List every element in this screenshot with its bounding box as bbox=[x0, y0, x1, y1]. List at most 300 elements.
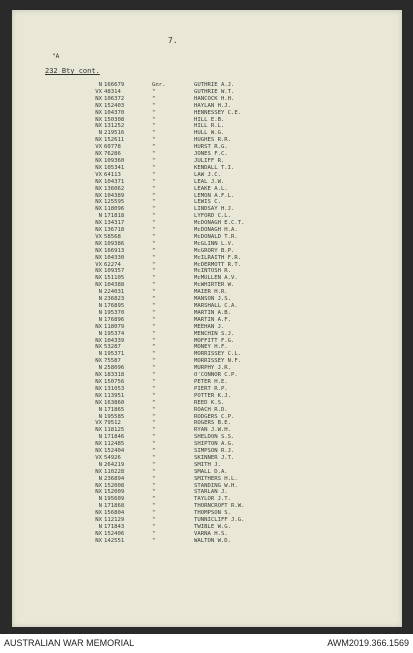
list-item bbox=[12, 282, 402, 289]
service-number: 105341 bbox=[104, 164, 125, 171]
service-prefix: NX bbox=[95, 151, 102, 158]
service-prefix: NX bbox=[95, 441, 102, 448]
soldier-name: JONES F.C. bbox=[194, 151, 228, 158]
rank: " bbox=[152, 261, 156, 268]
rank: " bbox=[152, 303, 156, 309]
rank: " bbox=[152, 171, 156, 178]
list-item bbox=[12, 344, 402, 351]
service-number: 142551 bbox=[104, 537, 125, 544]
rank: " bbox=[152, 517, 156, 524]
list-item bbox=[12, 483, 402, 490]
service-number: 118125 bbox=[104, 427, 125, 434]
rank: " bbox=[152, 454, 156, 461]
soldier-name: GUTHRIE W.T. bbox=[194, 88, 235, 95]
soldier-name: McDERMOTT R.T. bbox=[194, 261, 242, 268]
service-prefix: NX bbox=[95, 468, 102, 475]
soldier-name: McWHIRTER W. bbox=[194, 282, 235, 289]
soldier-name: HULL W.G. bbox=[194, 130, 225, 137]
soldier-name: SKINNER J.T. bbox=[194, 454, 235, 461]
list-item bbox=[12, 103, 402, 110]
service-prefix: NX bbox=[95, 102, 102, 109]
rank: " bbox=[152, 296, 156, 303]
rank: " bbox=[152, 372, 156, 379]
soldier-name: McDONALD T.R. bbox=[194, 233, 238, 240]
service-number: 183318 bbox=[104, 372, 125, 379]
service-number: 104339 bbox=[104, 337, 125, 344]
soldier-name: HUGHES R.R. bbox=[194, 137, 232, 144]
rank: " bbox=[152, 109, 156, 116]
list-item bbox=[12, 324, 402, 331]
service-number: 195371 bbox=[104, 351, 125, 358]
service-number: 176896 bbox=[104, 316, 125, 323]
service-prefix: N bbox=[98, 365, 102, 372]
service-prefix: NX bbox=[95, 116, 102, 123]
service-number: 258096 bbox=[104, 365, 125, 372]
rank: " bbox=[152, 282, 156, 289]
service-prefix: NX bbox=[95, 323, 102, 330]
service-number: 171818 bbox=[104, 213, 125, 220]
service-prefix: NX bbox=[95, 192, 102, 199]
list-item bbox=[12, 303, 402, 310]
soldier-name: HURST R.G. bbox=[194, 144, 228, 151]
service-number: 195374 bbox=[104, 330, 125, 337]
list-item bbox=[12, 186, 402, 193]
soldier-name: MEEHAN J. bbox=[194, 323, 225, 330]
rank: " bbox=[152, 496, 156, 503]
rank: " bbox=[152, 178, 156, 185]
service-number: 131252 bbox=[104, 123, 125, 130]
service-number: 171865 bbox=[104, 406, 125, 413]
rank: " bbox=[152, 413, 156, 420]
service-number: 151105 bbox=[104, 275, 125, 282]
soldier-name: McINTOSH R. bbox=[194, 268, 232, 275]
list-item bbox=[12, 241, 402, 248]
service-prefix: NX bbox=[95, 372, 102, 379]
service-prefix: NX bbox=[95, 268, 102, 275]
list-item bbox=[12, 517, 402, 524]
service-prefix: N bbox=[98, 82, 102, 88]
service-number: 53287 bbox=[104, 344, 121, 351]
service-prefix: N bbox=[98, 503, 102, 510]
rank: " bbox=[152, 378, 156, 385]
service-number: 104388 bbox=[104, 282, 125, 289]
soldier-name: McDONAGH E.C.T. bbox=[194, 220, 245, 227]
service-prefix: VX bbox=[95, 144, 102, 151]
rank: " bbox=[152, 537, 156, 544]
list-item bbox=[12, 234, 402, 241]
soldier-name: HILL E.B. bbox=[194, 116, 225, 123]
service-number: 152406 bbox=[104, 530, 125, 537]
rank: " bbox=[152, 441, 156, 448]
service-prefix: NX bbox=[95, 385, 102, 392]
service-number: 110228 bbox=[104, 468, 125, 475]
list-item bbox=[12, 248, 402, 255]
service-prefix: NX bbox=[95, 358, 102, 365]
rank: " bbox=[152, 503, 156, 510]
service-number: 176895 bbox=[104, 303, 125, 309]
service-prefix: NX bbox=[95, 199, 102, 206]
list-item bbox=[12, 386, 402, 393]
soldier-name: McILRAITH F.R. bbox=[194, 254, 242, 261]
list-item bbox=[12, 538, 402, 545]
service-prefix: NX bbox=[95, 482, 102, 489]
service-prefix: VX bbox=[95, 233, 102, 240]
soldier-name: RYAN J.W.H. bbox=[194, 427, 232, 434]
service-prefix: NX bbox=[95, 95, 102, 102]
soldier-name: LEMON A.F.L. bbox=[194, 192, 235, 199]
rank: " bbox=[152, 185, 156, 192]
service-number: 109357 bbox=[104, 268, 125, 275]
service-number: 136062 bbox=[104, 185, 125, 192]
rank: " bbox=[152, 399, 156, 406]
service-prefix: NX bbox=[95, 109, 102, 116]
service-number: 104389 bbox=[104, 192, 125, 199]
service-number: 166679 bbox=[104, 82, 125, 88]
handwritten-mark: "A bbox=[52, 53, 60, 60]
service-number: 152009 bbox=[104, 489, 125, 496]
soldier-name: ROACH R.D. bbox=[194, 406, 228, 413]
document-page bbox=[12, 10, 402, 627]
service-prefix: NX bbox=[95, 392, 102, 399]
soldier-name: HAYLAN H.J. bbox=[194, 102, 232, 109]
soldier-name: MENCHIN S.J. bbox=[194, 330, 235, 337]
service-prefix: N bbox=[98, 309, 102, 316]
list-item bbox=[12, 317, 402, 324]
list-item bbox=[12, 89, 402, 96]
service-number: 64113 bbox=[104, 171, 121, 178]
service-prefix: N bbox=[98, 434, 102, 441]
nominal-roll-list bbox=[12, 82, 402, 545]
list-item bbox=[12, 123, 402, 130]
list-item bbox=[12, 400, 402, 407]
service-number: 112129 bbox=[104, 517, 125, 524]
service-number: 152403 bbox=[104, 102, 125, 109]
list-item bbox=[12, 331, 402, 338]
page-number: 7. bbox=[168, 36, 178, 45]
rank: " bbox=[152, 247, 156, 254]
service-prefix: N bbox=[98, 351, 102, 358]
list-item bbox=[12, 469, 402, 476]
rank: " bbox=[152, 358, 156, 365]
list-item bbox=[12, 96, 402, 103]
service-number: 171846 bbox=[104, 434, 125, 441]
service-number: 136718 bbox=[104, 227, 125, 234]
service-prefix: NX bbox=[95, 240, 102, 247]
institution-label: AUSTRALIAN WAR MEMORIAL bbox=[4, 638, 135, 648]
soldier-name: O'CONNOR C.P. bbox=[194, 372, 238, 379]
rank: " bbox=[152, 116, 156, 123]
list-item bbox=[12, 407, 402, 414]
service-number: 79512 bbox=[104, 420, 121, 427]
list-item bbox=[12, 393, 402, 400]
soldier-name: HENNESSEY C.E. bbox=[194, 109, 242, 116]
rank: " bbox=[152, 130, 156, 137]
rank: " bbox=[152, 323, 156, 330]
service-prefix: N bbox=[98, 296, 102, 303]
list-item bbox=[12, 310, 402, 317]
service-number: 195609 bbox=[104, 496, 125, 503]
service-prefix: NX bbox=[95, 378, 102, 385]
service-prefix: VX bbox=[95, 261, 102, 268]
list-item bbox=[12, 82, 402, 89]
soldier-name: STARLAN J. bbox=[194, 489, 228, 496]
service-prefix: N bbox=[98, 289, 102, 296]
service-number: 150308 bbox=[104, 116, 125, 123]
soldier-name: SMITH J. bbox=[194, 461, 221, 468]
list-item bbox=[12, 268, 402, 275]
service-number: 134317 bbox=[104, 220, 125, 227]
section-heading: 232 Bty cont. bbox=[45, 67, 100, 75]
rank: " bbox=[152, 95, 156, 102]
list-item bbox=[12, 130, 402, 137]
service-prefix: N bbox=[98, 130, 102, 137]
soldier-name: MONEY H.F. bbox=[194, 344, 228, 351]
soldier-name: MURPHY J.R. bbox=[194, 365, 232, 372]
service-number: 48314 bbox=[104, 88, 121, 95]
list-item bbox=[12, 358, 402, 365]
list-item bbox=[12, 206, 402, 213]
rank: " bbox=[152, 309, 156, 316]
soldier-name: SHIPTON A.G. bbox=[194, 441, 235, 448]
soldier-name: MOFFITT F.G. bbox=[194, 337, 235, 344]
service-number: 76286 bbox=[104, 151, 121, 158]
service-number: 150756 bbox=[104, 378, 125, 385]
service-number: 171868 bbox=[104, 503, 125, 510]
list-item bbox=[12, 476, 402, 483]
service-number: 152611 bbox=[104, 137, 125, 144]
soldier-name: THOMPSON S. bbox=[194, 510, 232, 517]
list-item bbox=[12, 338, 402, 345]
service-prefix: NX bbox=[95, 427, 102, 434]
service-number: 152404 bbox=[104, 448, 125, 455]
soldier-name: PIERT R.P. bbox=[194, 385, 228, 392]
rank: " bbox=[152, 144, 156, 151]
rank: " bbox=[152, 199, 156, 206]
rank: " bbox=[152, 434, 156, 441]
soldier-name: HANCOCK H.H. bbox=[194, 95, 235, 102]
list-item bbox=[12, 531, 402, 538]
list-item bbox=[12, 351, 402, 358]
list-item bbox=[12, 165, 402, 172]
service-number: 104371 bbox=[104, 178, 125, 185]
service-prefix: NX bbox=[95, 178, 102, 185]
service-prefix: N bbox=[98, 524, 102, 530]
service-prefix: NX bbox=[95, 137, 102, 144]
list-item bbox=[12, 227, 402, 234]
service-prefix: NX bbox=[95, 185, 102, 192]
list-item bbox=[12, 296, 402, 303]
list-item bbox=[12, 137, 402, 144]
list-item bbox=[12, 427, 402, 434]
service-prefix: N bbox=[98, 406, 102, 413]
service-number: 106372 bbox=[104, 95, 125, 102]
list-item bbox=[12, 199, 402, 206]
list-item bbox=[12, 151, 402, 158]
rank: " bbox=[152, 475, 156, 482]
service-number: 125595 bbox=[104, 199, 125, 206]
service-number: 75587 bbox=[104, 358, 121, 365]
service-prefix: NX bbox=[95, 448, 102, 455]
rank: " bbox=[152, 530, 156, 537]
service-prefix: NX bbox=[95, 164, 102, 171]
soldier-name: MORRISSEY C.L. bbox=[194, 351, 242, 358]
service-number: 152008 bbox=[104, 482, 125, 489]
soldier-name: SHELDON S.S. bbox=[194, 434, 235, 441]
service-number: 60778 bbox=[104, 144, 121, 151]
rank: " bbox=[152, 427, 156, 434]
list-item bbox=[12, 289, 402, 296]
service-number: 54926 bbox=[104, 454, 121, 461]
soldier-name: GUTHRIE A.J. bbox=[194, 82, 235, 88]
service-prefix: N bbox=[98, 330, 102, 337]
soldier-name: KENDALL T.I. bbox=[194, 164, 235, 171]
list-item bbox=[12, 365, 402, 372]
rank: " bbox=[152, 227, 156, 234]
soldier-name: POTTER K.J. bbox=[194, 392, 232, 399]
soldier-name: THORNCROFT R.W. bbox=[194, 503, 245, 510]
service-prefix: NX bbox=[95, 517, 102, 524]
list-item bbox=[12, 144, 402, 151]
soldier-name: MARTIN A.F. bbox=[194, 316, 232, 323]
rank: " bbox=[152, 344, 156, 351]
service-prefix: N bbox=[98, 496, 102, 503]
list-item bbox=[12, 117, 402, 124]
rank: " bbox=[152, 102, 156, 109]
list-item bbox=[12, 220, 402, 227]
rank: " bbox=[152, 337, 156, 344]
list-item bbox=[12, 255, 402, 262]
list-item bbox=[12, 172, 402, 179]
soldier-name: LEWIS C. bbox=[194, 199, 221, 206]
service-prefix: NX bbox=[95, 254, 102, 261]
soldier-name: McDONAGH H.A. bbox=[194, 227, 238, 234]
list-item bbox=[12, 275, 402, 282]
soldier-name: SIMPSON R.J. bbox=[194, 448, 235, 455]
rank: " bbox=[152, 88, 156, 95]
rank: " bbox=[152, 365, 156, 372]
soldier-name: PETER H.E. bbox=[194, 378, 228, 385]
service-prefix: VX bbox=[95, 454, 102, 461]
service-prefix: NX bbox=[95, 344, 102, 351]
service-prefix: NX bbox=[95, 220, 102, 227]
list-item bbox=[12, 434, 402, 441]
soldier-name: LEAL J.W. bbox=[194, 178, 225, 185]
rank: " bbox=[152, 510, 156, 517]
list-item bbox=[12, 193, 402, 200]
rank: " bbox=[152, 268, 156, 275]
footer-bar bbox=[0, 634, 413, 653]
rank: " bbox=[152, 289, 156, 296]
service-number: 113951 bbox=[104, 392, 125, 399]
soldier-name: ROGERS B.E. bbox=[194, 420, 232, 427]
soldier-name: TAYLOR J.T. bbox=[194, 496, 232, 503]
service-prefix: NX bbox=[95, 227, 102, 234]
service-prefix: N bbox=[98, 316, 102, 323]
soldier-name: JULIFF R. bbox=[194, 157, 225, 164]
soldier-name: STANDING W.H. bbox=[194, 482, 238, 489]
list-item bbox=[12, 448, 402, 455]
service-number: 195370 bbox=[104, 309, 125, 316]
service-number: 236823 bbox=[104, 296, 125, 303]
service-number: 118079 bbox=[104, 323, 125, 330]
service-prefix: N bbox=[98, 413, 102, 420]
rank: " bbox=[152, 157, 156, 164]
rank: " bbox=[152, 448, 156, 455]
service-prefix: NX bbox=[95, 337, 102, 344]
service-number: 166913 bbox=[104, 247, 125, 254]
service-number: 109360 bbox=[104, 157, 125, 164]
list-item bbox=[12, 503, 402, 510]
service-number: 131053 bbox=[104, 385, 125, 392]
rank: " bbox=[152, 151, 156, 158]
list-item bbox=[12, 489, 402, 496]
service-prefix: N bbox=[98, 475, 102, 482]
soldier-name: MAIER H.R. bbox=[194, 289, 228, 296]
soldier-name: TUNNICLIFF J.G. bbox=[194, 517, 245, 524]
soldier-name: RODGERS C.P. bbox=[194, 413, 235, 420]
service-number: 109386 bbox=[104, 240, 125, 247]
rank: Gnr. bbox=[152, 82, 166, 88]
rank: " bbox=[152, 206, 156, 213]
rank: " bbox=[152, 316, 156, 323]
soldier-name: McMULLEN A.V. bbox=[194, 275, 238, 282]
soldier-name: VARNA H.S. bbox=[194, 530, 228, 537]
soldier-name: McGLINN L.V. bbox=[194, 240, 235, 247]
service-prefix: NX bbox=[95, 157, 102, 164]
rank: " bbox=[152, 392, 156, 399]
rank: " bbox=[152, 192, 156, 199]
rank: " bbox=[152, 385, 156, 392]
soldier-name: McGRORY B.P. bbox=[194, 247, 235, 254]
service-prefix: NX bbox=[95, 282, 102, 289]
list-item bbox=[12, 496, 402, 503]
service-number: 104370 bbox=[104, 109, 125, 116]
service-number: 104330 bbox=[104, 254, 125, 261]
list-item bbox=[12, 414, 402, 421]
soldier-name: LAW J.C. bbox=[194, 171, 221, 178]
service-number: 236894 bbox=[104, 475, 125, 482]
service-prefix: NX bbox=[95, 399, 102, 406]
soldier-name: LINDSAY H.J. bbox=[194, 206, 235, 213]
list-item bbox=[12, 462, 402, 469]
service-prefix: VX bbox=[95, 171, 102, 178]
soldier-name: SMITHERS H.L. bbox=[194, 475, 238, 482]
soldier-name: MARSHALL C.A. bbox=[194, 303, 238, 309]
accession-number: AWM2019.366.1569 bbox=[327, 638, 409, 648]
rank: " bbox=[152, 213, 156, 220]
service-prefix: NX bbox=[95, 530, 102, 537]
rank: " bbox=[152, 123, 156, 130]
service-number: 195585 bbox=[104, 413, 125, 420]
list-item bbox=[12, 510, 402, 517]
soldier-name: TWIBLE W.G. bbox=[194, 524, 232, 530]
rank: " bbox=[152, 406, 156, 413]
rank: " bbox=[152, 330, 156, 337]
list-item bbox=[12, 158, 402, 165]
list-item bbox=[12, 524, 402, 531]
list-item bbox=[12, 441, 402, 448]
rank: " bbox=[152, 233, 156, 240]
rank: " bbox=[152, 420, 156, 427]
rank: " bbox=[152, 468, 156, 475]
rank: " bbox=[152, 524, 156, 530]
service-prefix: NX bbox=[95, 247, 102, 254]
service-prefix: N bbox=[98, 303, 102, 309]
service-number: 171843 bbox=[104, 524, 125, 530]
service-number: 156804 bbox=[104, 510, 125, 517]
list-item bbox=[12, 213, 402, 220]
list-item bbox=[12, 455, 402, 462]
